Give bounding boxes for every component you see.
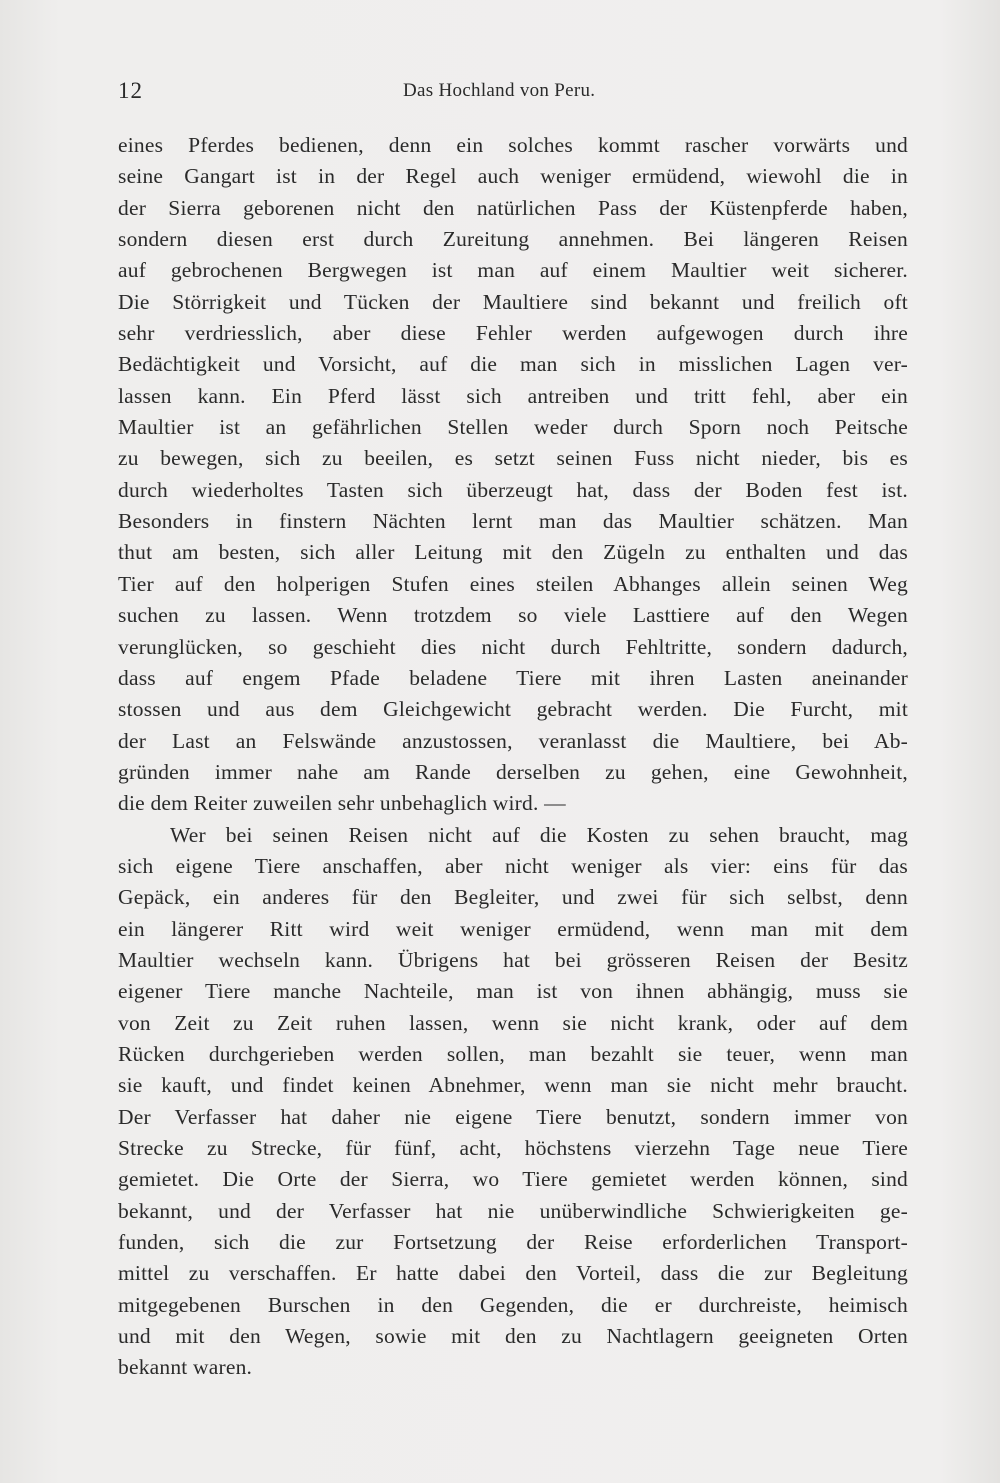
text-line: sie kauft, und findet keinen Abnehmer, wenn man sie nicht mehr braucht. [118, 1073, 908, 1098]
text-line: Der Verfasser hat daher nie eigene Tiere benutzt, sondern immer von [118, 1104, 908, 1129]
text-line: suchen zu lassen. Wenn trotzdem so viele Lasttiere auf den Wegen [118, 603, 908, 628]
text-line: mittel zu verschaffen. Er hatte dabei den Vorteil, dass die zur Begleitung [118, 1261, 908, 1286]
text-line: die dem Reiter zuweilen sehr unbehaglich wird. — [118, 791, 566, 816]
text-line: gründen immer nahe am Rande derselben zu gehen, eine Gewohnheit, [118, 759, 908, 784]
text-line: lassen kann. Ein Pferd lässt sich antreiben und tritt fehl, aber ein [118, 383, 908, 408]
text-line: stossen und aus dem Gleichgewicht gebracht werden. Die Furcht, mit [118, 697, 908, 722]
text-line: Wer bei seinen Reisen nicht auf die Kosten zu sehen braucht, mag [170, 822, 908, 847]
text-line: zu bewegen, sich zu beeilen, es setzt seinen Fuss nicht nieder, bis es [118, 446, 908, 471]
text-line: Besonders in finstern Nächten lernt man das Maultier schätzen. Man [118, 509, 908, 534]
text-line: Tier auf den holperigen Stufen eines steilen Abhanges allein seinen Weg [118, 571, 908, 596]
text-line: bekannt waren. [118, 1355, 253, 1380]
body-text [118, 130, 908, 1384]
text-line: Gepäck, ein anderes für den Begleiter, und zwei für sich selbst, denn [118, 885, 908, 910]
text-line: Strecke zu Strecke, für fünf, acht, höchstens vierzehn Tage neue Tiere [118, 1136, 908, 1160]
text-line: Maultier wechseln kann. Übrigens hat bei grösseren Reisen der Besitz [118, 947, 908, 972]
text-line: sondern diesen erst durch Zureitung annehmen. Bei längeren Reisen [118, 227, 908, 252]
text-line: und mit den Wegen, sowie mit den zu Nachtlagern geeigneten Orten [118, 1324, 908, 1349]
text-line: auf gebrochenen Bergwegen ist man auf einem Maultier weit sicherer. [118, 258, 908, 283]
text-line: bekannt, und der Verfasser hat nie unüberwindliche Schwierigkeiten ge- [118, 1198, 908, 1223]
text-line: gemietet. Die Orte der Sierra, wo Tiere gemietet werden können, sind [118, 1167, 908, 1192]
text-line: dass auf engem Pfade beladene Tiere mit ihren Lasten aneinander [118, 665, 908, 690]
text-line: ein längerer Ritt wird weit weniger ermüdend, wenn man mit dem [118, 916, 908, 941]
text-line: thut am besten, sich aller Leitung mit den Zügeln zu enthalten und das [118, 540, 908, 565]
text-line: mitgegebenen Burschen in den Gegenden, die er durchreiste, heimisch [118, 1292, 908, 1317]
text-line: sich eigene Tiere anschaffen, aber nicht weniger als vier: eins für das [118, 853, 908, 878]
text-line: Die Störrigkeit und Tücken der Maultiere sind bekannt und freilich oft [118, 289, 908, 314]
page-header [118, 78, 908, 112]
text-line: Maultier ist an gefährlichen Stellen weder durch Sporn noch Peitsche [118, 415, 908, 440]
text-line: der Last an Felswände anzustossen, veranlasst die Maultiere, bei Ab- [118, 728, 908, 753]
text-line: eines Pferdes bedienen, denn ein solches kommt rascher vorwärts und [118, 133, 908, 157]
text-line: der Sierra geborenen nicht den natürlichen Pass der Küstenpferde haben, [118, 195, 908, 220]
text-line: funden, sich die zur Fortsetzung der Reise erforderlichen Transport- [118, 1230, 908, 1255]
text-line: verunglücken, so geschieht dies nicht durch Fehltritte, sondern dadurch, [118, 634, 908, 659]
text-line: von Zeit zu Zeit ruhen lassen, wenn sie nicht krank, oder auf dem [118, 1010, 908, 1035]
text-line: durch wiederholtes Tasten sich überzeugt hat, dass der Boden fest ist. [118, 477, 908, 502]
page-number: 12 [118, 78, 143, 103]
text-line: eigener Tiere manche Nachteile, man ist von ihnen abhängig, muss sie [118, 979, 908, 1004]
text-line: sehr verdriesslich, aber diese Fehler werden aufgewogen durch ihre [118, 321, 908, 346]
running-title: Das Hochland von Peru. [403, 80, 596, 101]
text-line: Bedächtigkeit und Vorsicht, auf die man sich in misslichen Lagen ver- [118, 352, 908, 377]
text-line: Rücken durchgerieben werden sollen, man bezahlt sie teuer, wenn man [118, 1041, 908, 1066]
text-line: seine Gangart ist in der Regel auch weniger ermüdend, wiewohl die in [118, 164, 908, 189]
